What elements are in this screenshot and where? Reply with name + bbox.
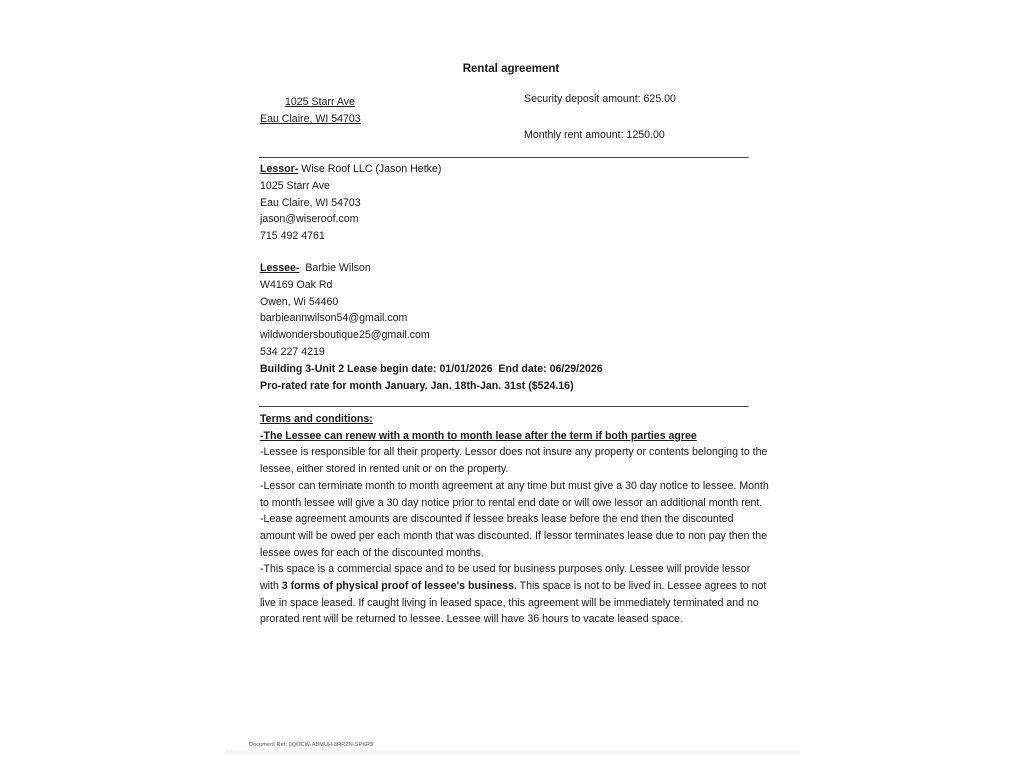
terms-paragraph: -Lease agreement amounts are discounted if lessee breaks lease before the end then the discounted amount will be owed per each month that was discounted. If lessor terminates lease due to non pay then the lessee owes for each of the discounted months. [260,513,768,559]
lessee-email-1: barbieannwilson54@gmail.com [260,312,408,325]
prorated-rate-line: Pro-rated rate for month January. Jan. 18th-Jan. 31st ($524.16) [260,379,574,392]
lessor-name: Wise Roof LLC (Jason Hetke) [298,163,442,175]
terms-paragraph: -Lessee is responsible for all their property. Lessor does not insure any property or contents belonging to the lessee, either stored in rented unit or on the property. [260,446,768,476]
document-title: Rental agreement [462,63,560,75]
divider [259,406,748,407]
terms-commercial-text: -This space is a commercial space and to be used for business purposes only. Lessee will provide lessor with [260,563,751,593]
security-deposit-amount: Security deposit amount: 625.00 [524,93,676,105]
lessee-street: W4169 Oak Rd [260,278,333,291]
divider [259,157,748,158]
lessor-email: jason@wiseroof.com [260,213,359,226]
scan-shadow [225,750,800,756]
terms-heading: Terms and conditions: [260,413,373,425]
lease-dates-line: Building 3-Unit 2 Lease begin date: 01/01/2026 End date: 06/29/2026 [260,362,603,375]
lessor-phone: 715 492 4761 [260,230,325,243]
lessee-phone: 534 227 4219 [260,345,325,358]
terms-proof-requirement: 3 forms of physical proof of lessee's business. [281,580,517,593]
terms-section [260,411,770,628]
lessor-section [260,161,441,245]
lessor-street: 1025 Starr Ave [260,179,330,192]
terms-paragraph: -Lessor can terminate month to month agreement at any time but must give a 30 day notice to lessee. Month to month lessee will give a 30 day notice prior to rental end date or will owe lessor an additional month rent. [260,479,769,509]
terms-renewal: -The Lessee can renew with a month to month lease after the term if both parties agree [260,429,697,442]
lessee-section [260,260,603,394]
lessee-name: Barbie Wilson [299,262,371,274]
lessee-email-2: wildwondersboutique25@gmail.com [260,329,430,342]
lessee-city-state-zip: Owen, Wi 54460 [260,295,339,308]
monthly-rent-amount: Monthly rent amount: 1250.00 [524,129,665,141]
terms-commercial-text-2: This space is not to be lived in. Lessee agrees to not live in space leased. If caught living in leased space, this agreement will be immediately terminated and no prorated rent will be returned to lessee. Lessee will have 36 hours to vacate leased space. [260,580,767,626]
property-city-state-zip: Eau Claire, WI 54703 [260,113,361,125]
lessor-city-state-zip: Eau Claire, WI 54703 [260,196,361,209]
lessor-heading: Lessor- [260,163,299,175]
lessee-heading: Lessee- [260,262,300,274]
document-reference: Document Ref: 9QOCW-ABMUH-8RRZN-SPKR9 [249,742,374,748]
terms-paragraph-commercial [260,561,770,628]
property-street: 1025 Starr Ave [285,96,355,108]
